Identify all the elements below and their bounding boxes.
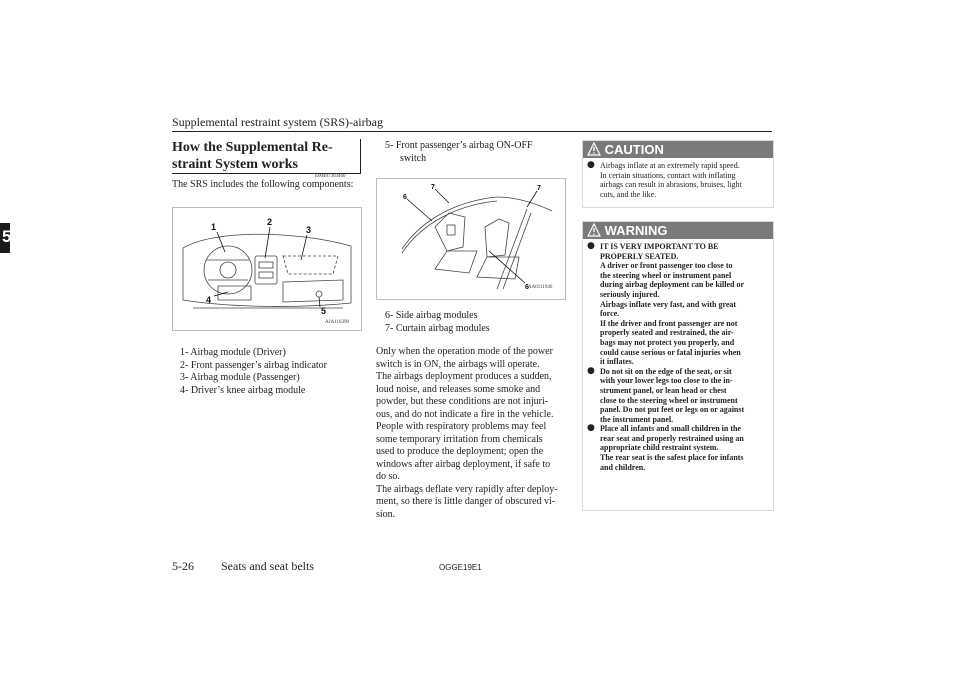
figure1-code: AJA116390	[325, 320, 349, 325]
figure1-callout-2: 2	[267, 217, 273, 227]
component-list-3	[385, 310, 490, 335]
figure1-callout-4: 4	[206, 295, 212, 305]
bullet-icon: ●	[587, 365, 595, 376]
caution-header	[583, 141, 773, 158]
list-item: 3- Airbag module (Passenger)	[180, 372, 300, 383]
list-item: 4- Driver’s knee airbag module	[180, 384, 306, 396]
list-item: 7- Curtain airbag modules	[385, 322, 490, 334]
body-line: ous, and do not indicate a fire in the vehicle.	[376, 408, 554, 420]
section-title	[172, 139, 352, 173]
warning-header	[583, 222, 773, 239]
intro-text: The SRS includes the following components:	[172, 179, 354, 190]
warning-triangle-icon	[587, 141, 601, 156]
warning-item: ● Place all infants and small children in the rear seat and properly restrained using an appropriate child restraint system. The rear seat is the safest place for infants and children.	[587, 423, 744, 472]
body-line: used to produce the deployment; open the	[376, 446, 544, 457]
list-item-continuation: switch	[400, 152, 427, 164]
footer-section-title: Seats and seat belts	[221, 559, 314, 573]
figure1-callout-3: 3	[306, 225, 312, 235]
dashboard-illustration	[173, 208, 361, 330]
body-line: windows after airbag deployment, if safe to	[376, 458, 551, 470]
caution-box	[582, 140, 774, 208]
body-line: sion.	[376, 508, 396, 520]
warning-box	[582, 221, 774, 511]
component-list-2	[385, 140, 533, 165]
page-number: 5-26	[172, 559, 194, 573]
airbag-operation-text	[376, 346, 566, 521]
warning-list	[583, 239, 773, 475]
section-title-line-2: straint System works	[172, 157, 298, 172]
warning-item: ● Do not sit on the edge of the seat, or sit with your lower legs too close to the in- strument panel, or lean head or chest close to the steering wheel or instrument panel. Do not put feet or legs on or against the instrument panel.	[587, 365, 745, 424]
bullet-icon: ●	[587, 160, 595, 170]
running-header: Supplemental restraint system (SRS)-airbag	[172, 115, 383, 129]
bullet-icon: ●	[587, 241, 595, 251]
figure1-callout-5: 5	[321, 306, 327, 316]
figure2-code: AA0111946	[528, 285, 553, 290]
figure1-callout-1: 1	[211, 222, 217, 232]
body-line: do so.	[376, 471, 400, 482]
seat-illustration	[377, 179, 565, 299]
section-title-line-1: How the Supplemental Re-	[172, 140, 333, 155]
figure2-callout-7a: 7	[431, 184, 435, 191]
body-line: loud noise, and releases some smoke and	[376, 383, 541, 395]
section-code: E00407303460	[315, 174, 346, 179]
footer-code: OGGE19E1	[439, 563, 482, 572]
bullet-icon: ●	[587, 423, 595, 434]
body-line: The airbags deflate very rapidly after deploy-	[376, 483, 558, 495]
body-line: ment, so there is little danger of obscured vi-	[376, 496, 556, 507]
body-line: switch is in ON, the airbags will operate.	[376, 358, 540, 370]
list-item: 1- Airbag module (Driver)	[180, 347, 286, 358]
dashboard-figure	[172, 207, 362, 331]
component-list-1	[180, 347, 327, 397]
body-line: Only when the operation mode of the power	[376, 346, 553, 357]
body-line: The airbags deployment produces a sudden,	[376, 371, 552, 382]
caution-label: CAUTION	[604, 142, 664, 157]
header-rule	[172, 131, 772, 132]
figure2-callout-6a: 6	[403, 194, 407, 201]
body-line: People with respiratory problems may feel	[376, 421, 547, 432]
list-item: 2- Front passenger’s airbag indicator	[180, 359, 327, 371]
figure2-callout-6b: 6	[525, 284, 529, 291]
warning-label: WARNING	[604, 223, 668, 238]
warning-triangle-icon	[587, 222, 601, 237]
chapter-number: 5	[2, 227, 12, 246]
list-item: 6- Side airbag modules	[385, 310, 478, 321]
seat-airbag-figure	[376, 178, 566, 300]
caution-item: ● Airbags inflate at an extremely rapid speed. In certain situations, contact with inflating airbags can result in abrasions, bruises, light cuts, and the like.	[587, 160, 742, 199]
warning-item: ● IT IS VERY IMPORTANT TO BE PROPERLY SEATED. A driver or front passenger too close to the steering wheel or instrument panel during airbag deployment can be killed or seriously injured. Airbags inflate very fast, and with great force. If the driver and front passenger are not properly seated and restrained, the air- bags may not protect you properly, and could cause serious or fatal injuries when it inflates.	[587, 241, 745, 367]
list-item: 5- Front passenger’s airbag ON-OFF	[385, 140, 533, 151]
body-line: some temporary irritation from chemicals	[376, 433, 543, 445]
body-line: powder, but these conditions are not injuri-	[376, 396, 549, 407]
caution-list	[583, 158, 773, 202]
figure2-callout-7b: 7	[537, 185, 541, 192]
